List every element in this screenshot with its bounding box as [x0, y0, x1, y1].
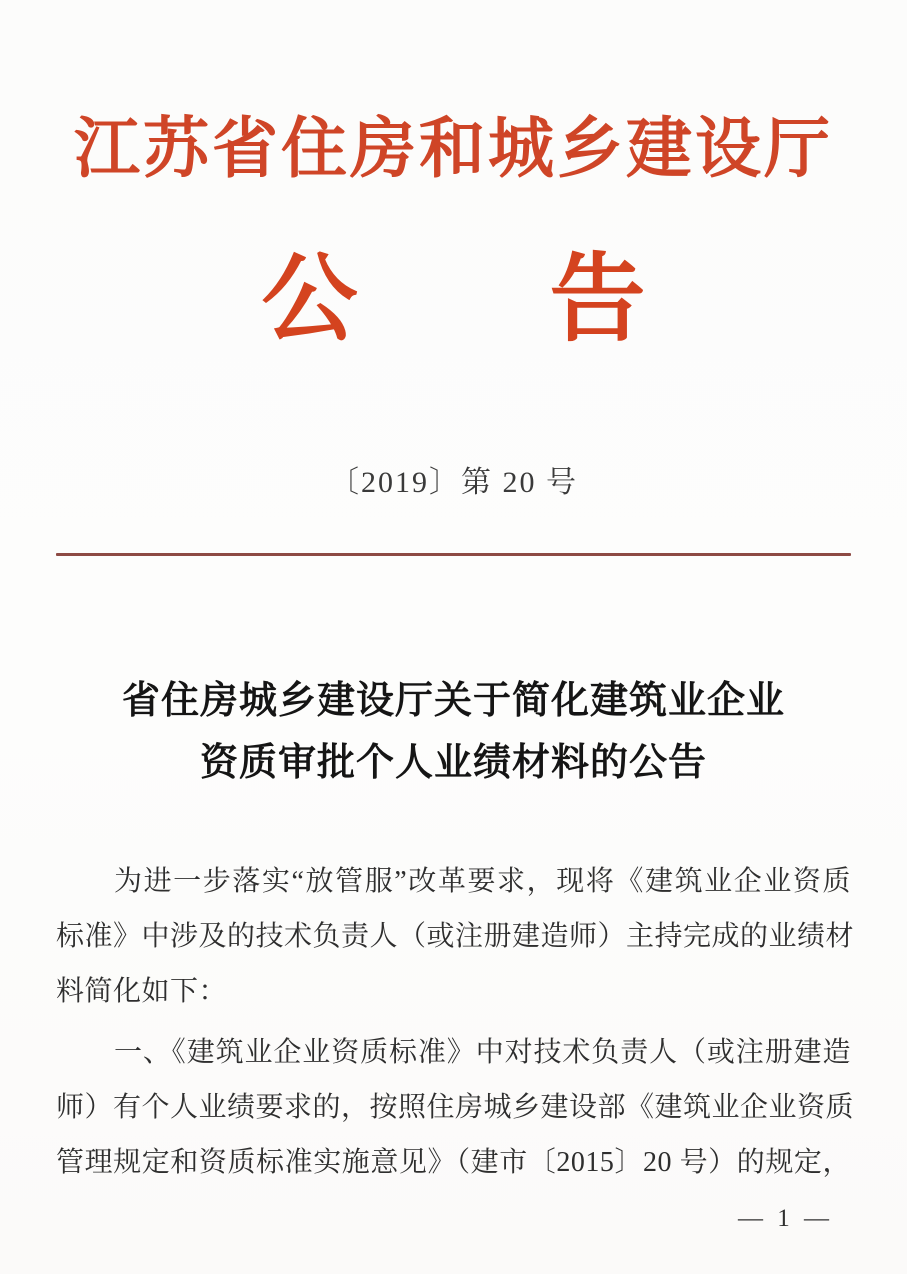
- body-text-line: 师）有个人业绩要求的，按照住房城乡建设部《建筑业企业资质: [56, 1092, 855, 1123]
- body-text-line: 标准》中涉及的技术负责人（或注册建造师）主持完成的业绩材: [56, 921, 855, 952]
- document-title-line-1: 省住房城乡建设厅关于简化建筑业企业: [121, 680, 785, 722]
- document-title-line-2: 资质审批个人业绩材料的公告: [199, 742, 707, 784]
- document-body: [56, 854, 855, 1190]
- announcement-type-heading: 公 告: [261, 246, 646, 353]
- red-divider-rule: [56, 553, 851, 556]
- document-number: 〔2019〕第 20 号: [329, 466, 578, 499]
- body-text-line: 料简化如下：: [56, 976, 228, 1007]
- page-number: — 1 —: [738, 1205, 833, 1232]
- paragraph-item-one: [56, 1025, 855, 1190]
- paragraph-intro: [56, 854, 855, 1019]
- body-text-line: 一、《建筑业企业资质标准》中对技术负责人（或注册建造: [114, 1037, 851, 1068]
- body-text-line: 管理规定和资质标准实施意见》（建市〔2015〕20 号）的规定，: [56, 1147, 851, 1178]
- document-title: [56, 670, 851, 794]
- body-text-line: 为进一步落实“放管服”改革要求，现将《建筑业企业资质: [114, 866, 851, 897]
- agency-name: 江苏省住房和城乡建设厅: [74, 113, 833, 186]
